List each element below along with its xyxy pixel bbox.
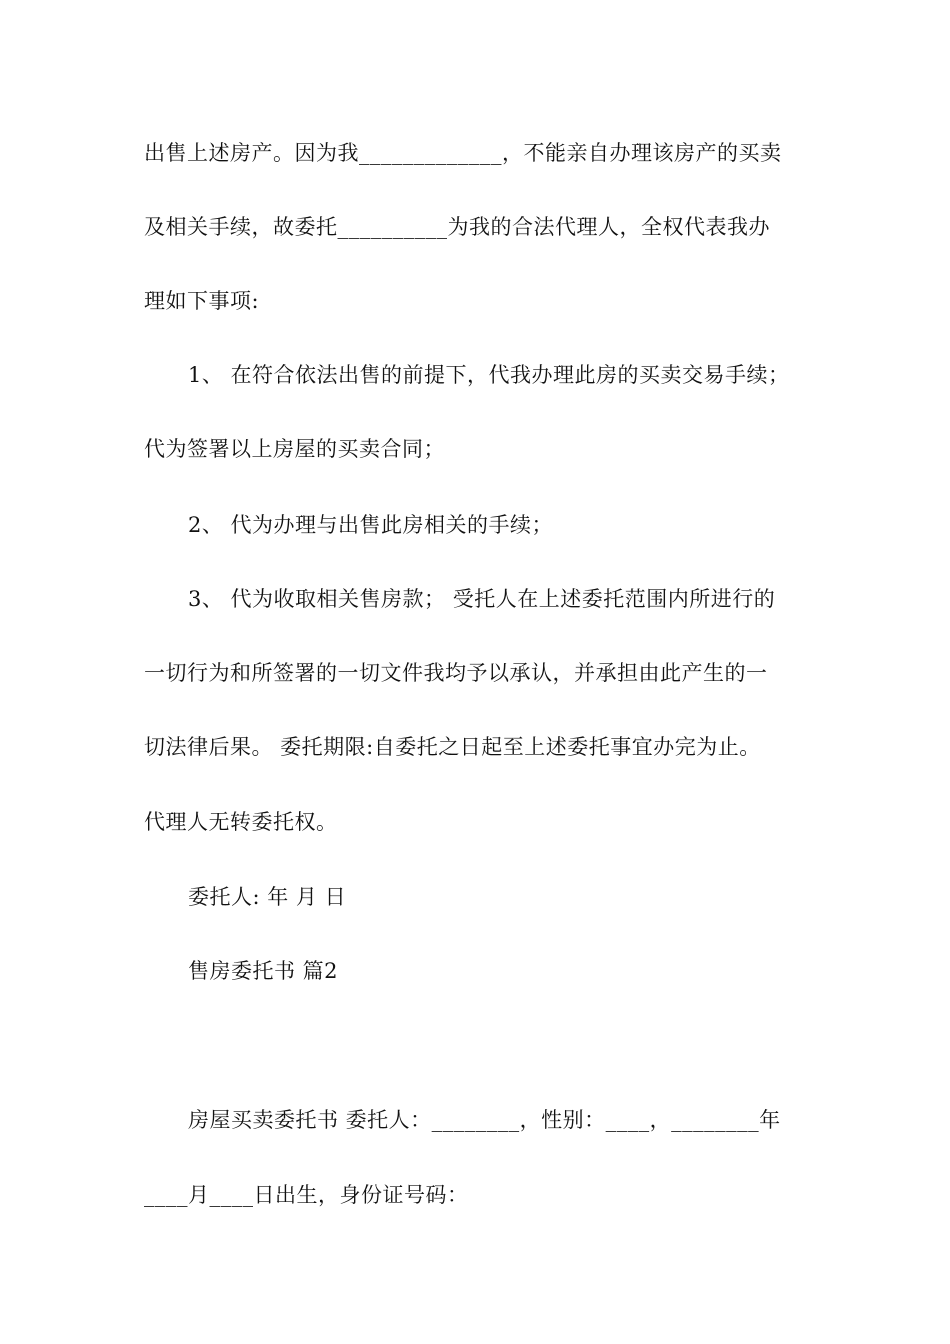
list-item-1: 1、 在符合依法出售的前提下，代我办理此房的买卖交易手续； xyxy=(188,363,790,387)
paragraph-line: 代理人无转委托权。 xyxy=(144,810,338,834)
list-item-3: 3、 代为收取相关售房款； 受托人在上述委托范围内所进行的 xyxy=(188,587,776,611)
list-item-2: 2、 代为办理与出售此房相关的手续； xyxy=(188,513,554,537)
paragraph-line: 一切行为和所签署的一切文件我均予以承认，并承担由此产生的一 xyxy=(144,661,768,685)
paragraph-line: 切法律后果。 委托期限:自委托之日起至上述委托事宜办完为止。 xyxy=(144,735,761,759)
paragraph-line: 及相关手续，故委托__________为我的合法代理人，全权代表我办 xyxy=(144,215,770,239)
section-heading: 售房委托书 篇2 xyxy=(188,959,339,983)
paragraph-line: ____月____日出生，身份证号码： xyxy=(144,1183,469,1207)
paragraph-line: 理如下事项: xyxy=(144,289,260,313)
paragraph-line: 房屋买卖委托书 委托人：________，性别：____，________年 xyxy=(188,1108,781,1132)
paragraph-line: 出售上述房产。因为我_____________，不能亲自办理该房产的买卖 xyxy=(144,141,782,165)
signature-date-line: 委托人: 年 月 日 xyxy=(188,885,347,909)
paragraph-line: 代为签署以上房屋的买卖合同； xyxy=(144,437,445,461)
